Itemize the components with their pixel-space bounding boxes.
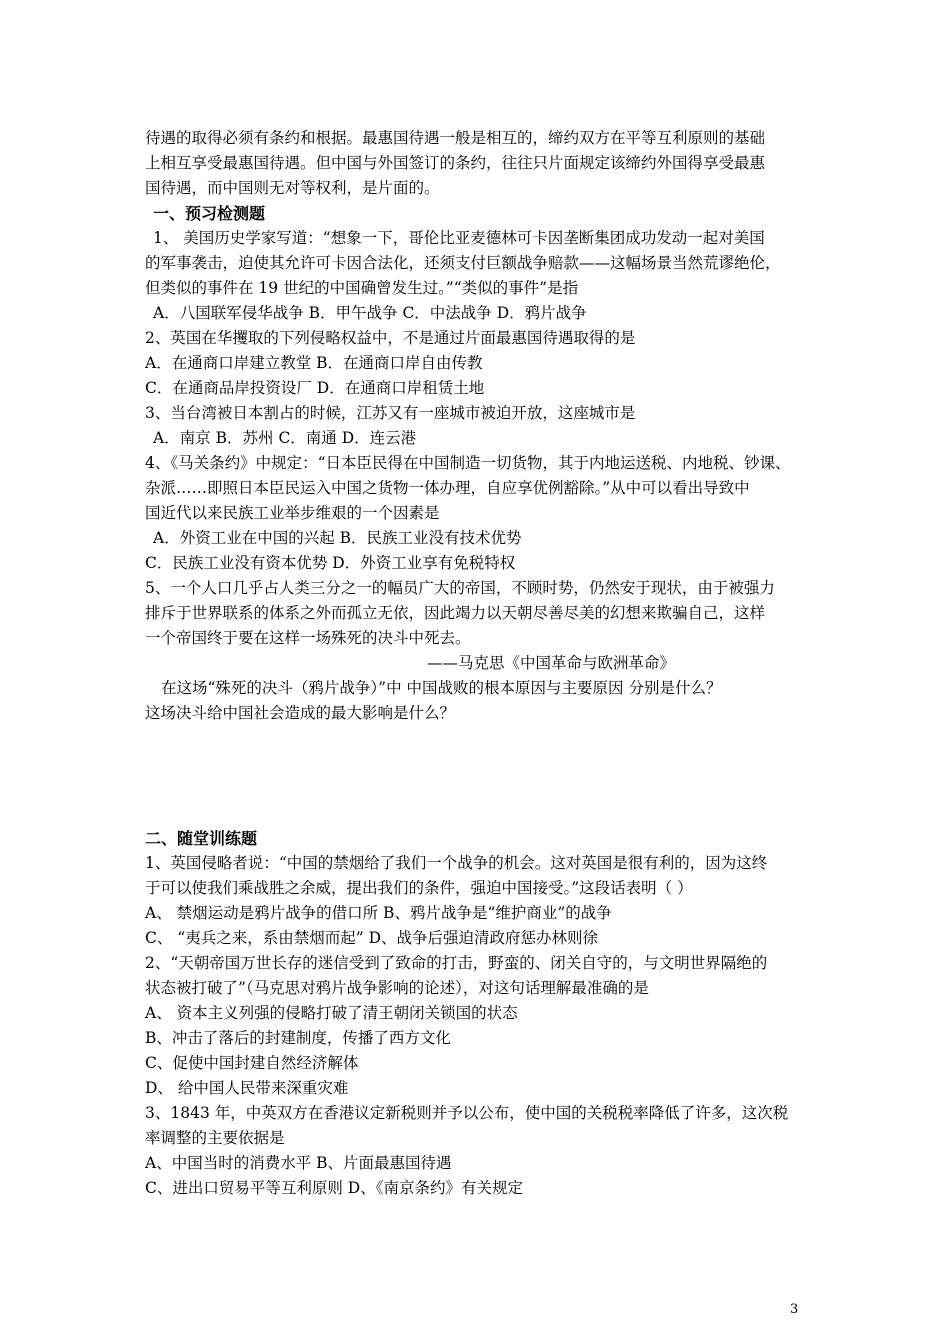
question-line: 杂派……即照日本臣民运入中国之货物一体办理，自应享优例豁除。”从中可以看出导致中 [145,479,750,497]
answer-options: A、 禁烟运动是鸦片战争的借口所 B、鸦片战争是“维护商业”的战争 [145,904,612,922]
answer-options: C．在通商品岸投资设厂 D．在通商口岸租赁土地 [145,379,485,397]
question-line: 4、《马关条约》中规定：“日本臣民得在中国制造一切货物，其于内地运送税、内地税、钞课、 [145,454,791,472]
question-line: 率调整的主要依据是 [145,1129,285,1147]
answer-options: A．外资工业在中国的兴起 B．民族工业没有技术优势 [153,529,522,547]
answer-option: C、促使中国封建自然经济解体 [145,1054,359,1072]
open-question: 在这场“殊死的决斗（鸦片战争）”中 中国战败的根本原因与主要原因 分别是什么？ [161,679,722,697]
document-page [145,126,825,1201]
answer-space [145,726,825,826]
question-line: 状态被打破了”（马克思对鸦片战争影响的论述），对这句话理解最准确的是 [145,979,649,997]
page-number: 3 [790,1302,799,1317]
question-line: 于可以使我们乘战胜之余威，提出我们的条件，强迫中国接受。”这段话表明（ ） [145,879,693,897]
question-line: 5、一个人口几乎占人类三分之一的幅员广大的帝国，不顾时势，仍然安于现状，由于被强力 [145,579,775,597]
question-line: 排斥于世界联系的体系之外而孤立无依，因此竭力以天朝尽善尽美的幻想来欺骗自己，这样 [145,604,766,622]
question-line: 的军事袭击，迫使其允许可卡因合法化，还须支付巨额战争赔款——这幅场景当然荒谬绝伦， [145,254,781,272]
question-line: 2、英国在华攫取的下列侵略权益中，不是通过片面最惠国待遇取得的是 [145,329,636,347]
intro-line: 国待遇，而中国则无对等权利，是片面的。 [145,179,440,197]
question-line: 2、“天朝帝国万世长存的迷信受到了致命的打击，野蛮的、闭关自守的，与文明世界隔绝的 [145,954,768,972]
intro-line: 待遇的取得必须有条约和根据。最惠国待遇一般是相互的，缔约双方在平等互利原则的基础 [145,129,766,147]
question-line: 3、1843 年，中英双方在香港议定新税则并予以公布，使中国的关税税率降低了许多，这次税 [145,1104,789,1122]
answer-options: A、中国当时的消费水平 B、片面最惠国待遇 [145,1154,452,1172]
answer-options: A．在通商口岸建立教堂 B．在通商口岸自由传教 [145,354,483,372]
question-line: 但类似的事件在 19 世纪的中国确曾发生过。”“类似的事件”是指 [145,279,579,297]
quote-source: ——马克思《中国革命与欧洲革命》 [426,654,675,672]
answer-option: D、 给中国人民带来深重灾难 [145,1079,349,1097]
question-line: 1、英国侵略者说：“中国的禁烟给了我们一个战争的机会。这对英国是很有利的，因为这终 [145,854,768,872]
answer-options: A．八国联军侵华战争 B．甲午战争 C．中法战争 D．鸦片战争 [153,304,587,322]
answer-options: C、进出口贸易平等互利原则 D、《南京条约》有关规定 [145,1179,523,1197]
answer-option: B、冲击了落后的封建制度，传播了西方文化 [145,1029,451,1047]
question-line: 国近代以来民族工业举步维艰的一个因素是 [145,504,440,522]
intro-line: 上相互享受最惠国待遇。但中国与外国签订的条约，往往只片面规定该缔约外国得享受最惠 [145,154,766,172]
question-line: 一个帝国终于要在这样一场殊死的决斗中死去。 [145,629,471,647]
answer-options: C．民族工业没有资本优势 D．外资工业享有免税特权 [145,554,516,572]
section2-heading: 二、随堂训练题 [145,829,258,848]
answer-options: A．南京 B．苏州 C．南通 D．连云港 [153,429,417,447]
question-line: 3、当台湾被日本割占的时候，江苏又有一座城市被迫开放，这座城市是 [145,404,636,422]
open-question: 这场决斗给中国社会造成的最大影响是什么？ [145,704,456,722]
question-line: 1、 美国历史学家写道：“想象一下，哥伦比亚麦德林可卡因垄断集团成功发动一起对美国 [153,229,765,247]
answer-option: A、 资本主义列强的侵略打破了清王朝闭关锁国的状态 [145,1004,518,1022]
section1-heading: 一、预习检测题 [153,204,266,223]
answer-options: C、 “夷兵之来，系由禁烟而起” D、战争后强迫清政府惩办林则徐 [145,929,598,947]
